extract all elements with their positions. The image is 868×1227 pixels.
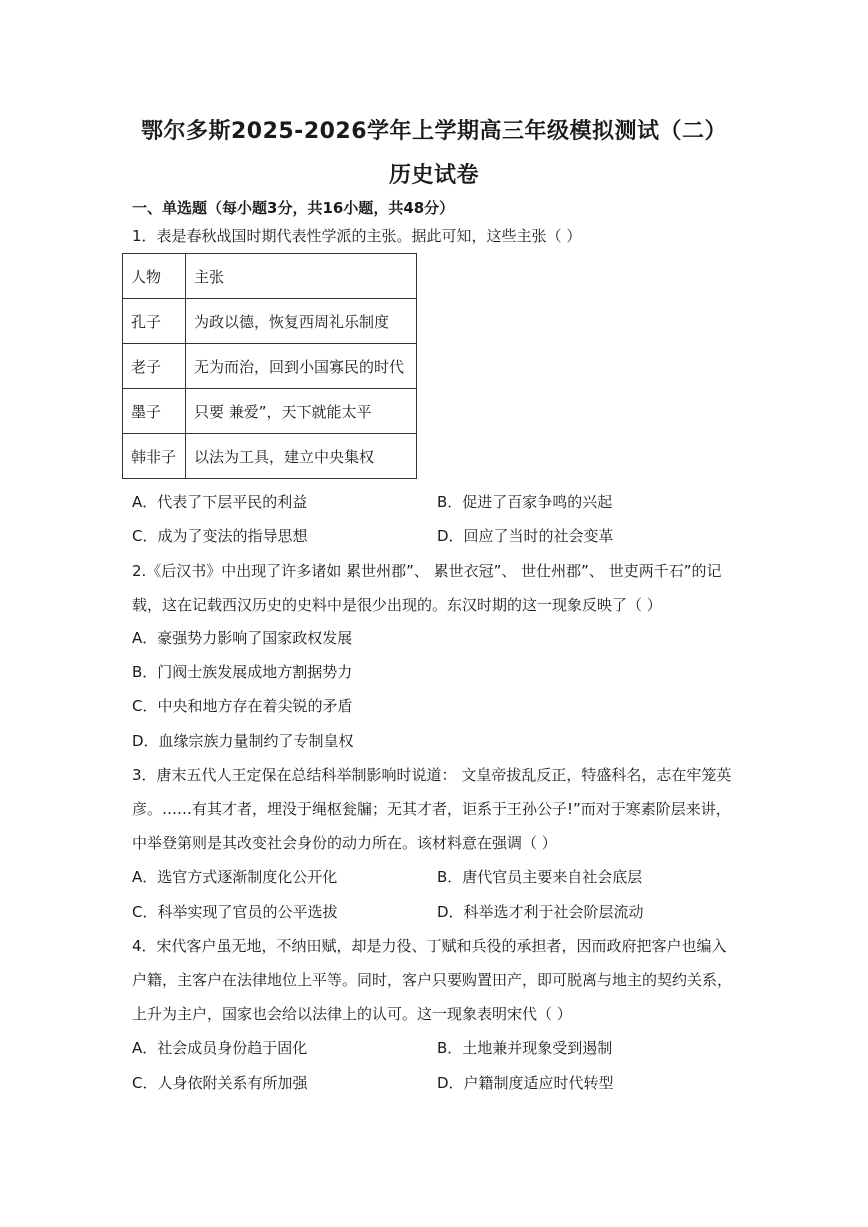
question-1-table <box>122 253 417 479</box>
question-4-option-d: D．户籍制度适应时代转型 <box>437 1074 614 1092</box>
question-3-option-c: C．科举实现了官员的公平选拔 <box>132 903 338 921</box>
question-2-option-b: B．门阀士族发展成地方割据势力 <box>132 663 353 681</box>
question-2-stem-line-1: 2.《后汉书》中出现了许多诸如 累世州郡”、 累世衣冠”、 世仕州郡”、 世吏两千石”的记 <box>132 562 722 580</box>
table-cell: 孔子 <box>123 299 186 344</box>
question-3-stem-line-3: 中举登第则是其改变社会身份的动力所在。该材料意在强调（ ） <box>132 834 557 852</box>
table-cell: 无为而治，回到小国寡民的时代 <box>186 344 417 389</box>
table-cell: 韩非子 <box>123 434 186 479</box>
table-header-cell: 主张 <box>186 254 417 299</box>
table-row <box>123 299 417 344</box>
question-2-stem-line-2: 载，这在记载西汉历史的史料中是很少出现的。东汉时期的这一现象反映了（ ） <box>132 596 662 614</box>
question-3-option-b: B．唐代官员主要来自社会底层 <box>437 868 643 886</box>
question-3-option-d: D．科举选才利于社会阶层流动 <box>437 903 644 921</box>
question-1-option-d: D．回应了当时的社会变革 <box>437 527 614 545</box>
question-2-option-d: D．血缘宗族力量制约了专制皇权 <box>132 732 354 750</box>
question-1-option-a: A．代表了下层平民的利益 <box>132 493 308 511</box>
question-2-option-a: A．豪强势力影响了国家政权发展 <box>132 629 353 647</box>
table-cell: 为政以德，恢复西周礼乐制度 <box>186 299 417 344</box>
table-row <box>123 344 417 389</box>
section-heading: 一、单选题（每小题3分，共16小题，共48分） <box>132 199 455 217</box>
table-header-cell: 人物 <box>123 254 186 299</box>
question-3-stem-line-2: 彦。……有其才者，埋没于绳枢瓮牖；无其才者，讵系于王孙公子!”而对于寒素阶层来讲， <box>132 800 731 818</box>
question-3-stem-line-1: 3．唐末五代人王定保在总结科举制影响时说道： 文皇帝拔乱反正，特盛科名，志在牢笼英 <box>132 766 732 784</box>
table-cell: 只要 兼爱”，天下就能太平 <box>186 389 417 434</box>
table-cell: 墨子 <box>123 389 186 434</box>
exam-title: 鄂尔多斯2025-2026学年上学期高三年级模拟测试（二） <box>140 119 728 144</box>
question-4-stem-line-3: 上升为主户，国家也会给以法律上的认可。这一现象表明宋代（ ） <box>132 1005 572 1023</box>
exam-subtitle: 历史试卷 <box>388 163 479 188</box>
question-4-option-c: C．人身依附关系有所加强 <box>132 1074 308 1092</box>
question-4-stem-line-2: 户籍，主客户在法律地位上平等。同时，客户只要购置田产，即可脱离与地主的契约关系， <box>132 971 733 989</box>
question-4-stem-line-1: 4．宋代客户虽无地，不纳田赋，却是力役、丁赋和兵役的承担者，因而政府把客户也编入 <box>132 937 727 955</box>
question-2-option-c: C．中央和地方存在着尖锐的矛盾 <box>132 697 353 715</box>
table-header-row <box>123 254 417 299</box>
table-row <box>123 389 417 434</box>
table-cell: 以法为工具，建立中央集权 <box>186 434 417 479</box>
table-row <box>123 434 417 479</box>
table-cell: 老子 <box>123 344 186 389</box>
question-1-option-b: B．促进了百家争鸣的兴起 <box>437 493 613 511</box>
question-4-option-a: A．社会成员身份趋于固化 <box>132 1039 308 1057</box>
question-3-option-a: A．选官方式逐渐制度化公开化 <box>132 868 338 886</box>
question-1-stem: 1．表是春秋战国时期代表性学派的主张。据此可知，这些主张（ ） <box>132 227 582 245</box>
question-4-option-b: B．土地兼并现象受到遏制 <box>437 1039 613 1057</box>
question-1-option-c: C．成为了变法的指导思想 <box>132 527 308 545</box>
